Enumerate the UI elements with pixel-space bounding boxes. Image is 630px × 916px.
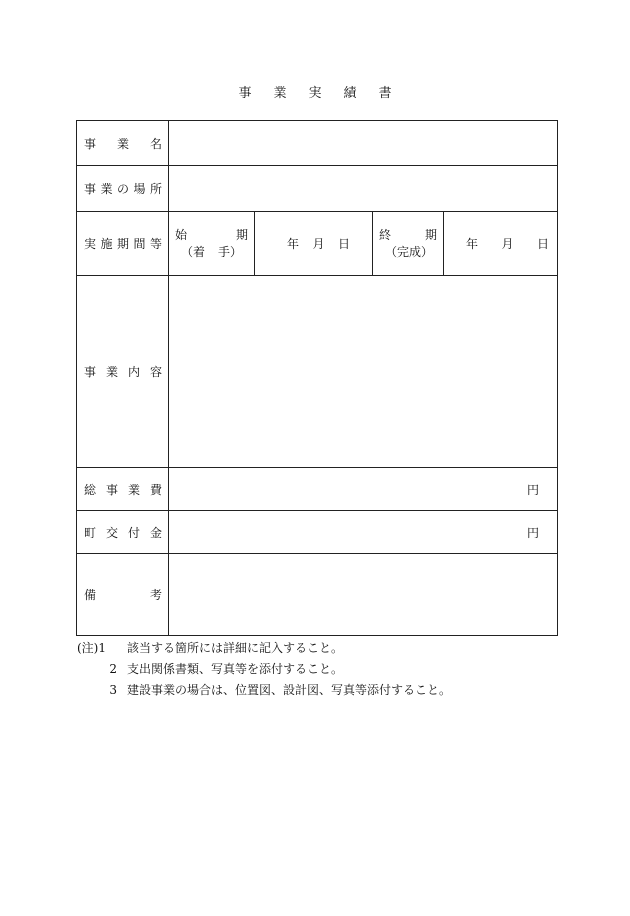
label-project-location: [77, 166, 169, 212]
row-project-name: [77, 121, 558, 166]
project-location-field[interactable]: [169, 166, 558, 212]
label-period: [77, 212, 169, 276]
label-project-content: [77, 276, 169, 468]
label-town-grant-text: 町 交 付 金: [84, 525, 162, 540]
end-month: 月: [501, 237, 514, 251]
label-remarks-text: 備 考: [84, 588, 162, 602]
town-grant-unit: 円: [526, 525, 539, 540]
label-remarks: [77, 554, 169, 636]
label-project-location-text: 事 業 の 場 所: [84, 182, 162, 196]
project-content-field[interactable]: [169, 276, 558, 468]
note-text: 建設事業の場合は、位置図、設計図、写真等添付すること。: [127, 683, 452, 697]
end-period-label: 終 期 （完 成）: [373, 212, 444, 276]
row-project-content: [77, 276, 558, 468]
end-year: 年: [466, 237, 479, 251]
start-day: 日: [337, 237, 350, 251]
note-item: [77, 638, 577, 659]
label-project-name-text: 事 業 名: [84, 136, 162, 151]
note-number: 3: [109, 683, 117, 697]
label-period-text: 実 施 期 間 等: [84, 237, 162, 251]
label-project-content-text: 事 業 内 容: [84, 365, 162, 379]
label-project-name: [77, 121, 169, 166]
start-month: 月: [312, 237, 325, 251]
row-town-grant: [77, 511, 558, 554]
total-cost-field[interactable]: [169, 468, 558, 511]
start-date-field[interactable]: [255, 212, 373, 276]
row-total-cost: [77, 468, 558, 511]
start-period-sub: （着 手）: [181, 244, 242, 259]
notes-section: [77, 638, 577, 701]
end-date-field[interactable]: [444, 212, 558, 276]
note-item: [77, 680, 577, 701]
note-text: 支出関係書類、写真等を添付すること。: [127, 662, 344, 676]
report-form-table: [76, 120, 558, 636]
note-number: (注)1: [77, 641, 106, 655]
note-text: 該当する箇所には詳細に記入すること。: [127, 641, 344, 655]
label-total-cost-text: 総 事 業 費: [84, 482, 162, 497]
remarks-field[interactable]: [169, 554, 558, 636]
row-period: [77, 212, 558, 276]
town-grant-field[interactable]: [169, 511, 558, 554]
total-cost-unit: 円: [526, 482, 539, 497]
row-project-location: [77, 166, 558, 212]
note-number: 2: [109, 662, 117, 676]
end-period-sub: （完 成）: [385, 244, 434, 259]
row-remarks: [77, 554, 558, 636]
start-period-label: 始 期 （着 手）: [169, 212, 255, 276]
start-year: 年: [287, 237, 300, 251]
label-town-grant: [77, 511, 169, 554]
end-day: 日: [536, 237, 549, 251]
project-name-field[interactable]: [169, 121, 558, 166]
label-total-cost: [77, 468, 169, 511]
note-item: [77, 659, 577, 680]
document-title: 事業実績書: [238, 86, 414, 101]
